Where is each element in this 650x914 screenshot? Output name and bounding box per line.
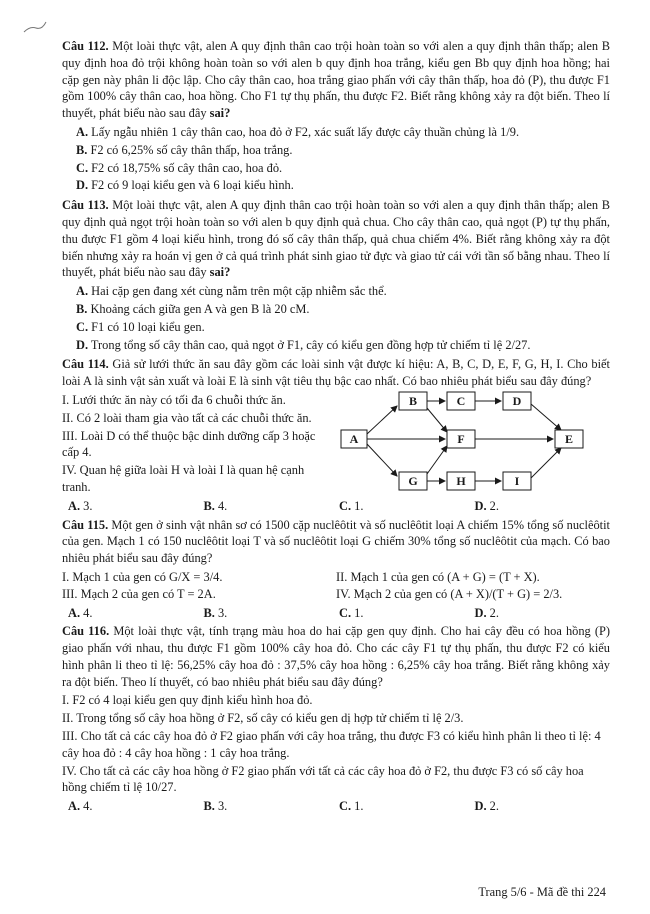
edge-a-g [367,444,397,476]
answer-key: C. [339,799,352,814]
statement-3: III. Cho tất cả các cây hoa đỏ ở F2 giao phấn với cây hoa trắng, thu được F3 có kiểu hình phân li theo tỉ lệ: 4 cây hoa đỏ : 4 cây hoa hồng : 1 cây hoa trắng. [62,729,601,760]
answer-text: 3. [83,498,93,513]
question-113 [62,197,610,281]
answer-text: 4. [83,605,93,620]
option-key: C. [76,160,89,175]
edge-d-e [531,404,561,430]
option-text: Hai cặp gen đang xét cùng nằm trên một cặp nhiễm sắc thể. [91,284,387,299]
food-web-diagram [339,388,605,500]
answer-key: B. [203,498,215,513]
statement-3: III. Loài D có thể thuộc bậc dinh dưỡng cấp 3 hoặc cấp 4. [62,428,316,460]
question-label: Câu 116. [62,624,110,639]
option-text: F2 có 6,25% số cây thân thấp, hoa trắng. [90,142,293,157]
statement-4: IV. Quan hệ giữa loài H và loài I là quan hệ cạnh tranh. [62,463,305,494]
question-116 [62,623,610,690]
option-key: B. [76,142,88,157]
option-c [76,319,610,336]
option-text: Khoảng cách giữa gen A và gen B là 20 cM. [90,301,310,316]
option-b [76,142,610,159]
option-text: F2 có 9 loại kiểu gen và 6 loại kiểu hình. [91,178,294,193]
question-text: Một loài thực vật, alen A quy định thân cao trội hoàn toàn so với alen a quy định thân thấp; alen B quy định quả ngọt trội hoàn toàn so với alen b quy định quả chua. Cho cây thân cao, quả ngọt (P) tự thụ phấn, thu được F1 gồm 4 loại kiểu hình, trong đó số cây thân thấp, quả chua chiếm 4%. Biết rằng không xảy ra đột biến nhưng xảy ra hoán vị gen ở cả quá trình phát sinh giao tử đực và giao tử cái với tần số bằng nhau. Theo lí thuyết, phát biểu nào sau đây [62,198,610,280]
answer-key: C. [339,498,352,513]
node-a: A [349,432,359,447]
answer-key: A. [68,498,81,513]
answer-key: B. [203,605,215,620]
node-g: G [408,474,418,489]
answer-text: 1. [354,605,364,620]
question-115 [62,517,610,567]
question-text: Một loài thực vật, tính trạng màu hoa do hai cặp gen quy định. Cho hai cây đều có hoa hồng (P) giao phấn với nhau, thu được F1 gồm 100% cây hoa đỏ. Cho các cây F1 tự thụ phấn, thu được F2 có kiểu hình phân li theo tỉ lệ: 56,25% cây hoa đỏ : 37,5% cây hoa hồng : 6,25% cây hoa trắng. Biết rằng không xảy ra đột biến. Theo lí thuyết, có bao nhiêu phát biểu sau đây đúng? [62,624,610,689]
answer-text: 2. [489,799,499,814]
statements-115-row2 [62,586,610,603]
option-key: B. [76,301,88,316]
question-emphasis: sai? [209,265,231,280]
statement-4: IV. Cho tất cả các cây hoa hồng ở F2 giao phấn với tất cả các cây hoa đỏ ở F2, thu được F3 có số cây hoa hồng chiếm tỉ lệ 10/27. [62,763,584,795]
option-key: D. [76,178,89,193]
question-114 [62,356,610,495]
node-h: H [456,474,466,489]
answer-text: 2. [489,498,499,513]
pen-mark [22,20,48,34]
statement-1: I. F2 có 4 loại kiểu gen quy định kiểu hình hoa đỏ. [62,693,313,708]
answers-115 [68,605,610,622]
option-b [76,301,610,318]
node-b: B [408,394,418,409]
page-footer: Trang 5/6 - Mã đề thi 224 [478,885,606,899]
question-label: Câu 115. [62,517,109,532]
answer-key: C. [339,605,352,620]
statement-1: I. Lưới thức ăn này có tối đa 6 chuỗi thức ăn. [62,392,286,407]
edge-g-f [427,446,447,474]
option-text: Lấy ngẫu nhiên 1 cây thân cao, hoa đỏ ở F2, xác suất lấy được cây thuần chủng là 1/9. [91,124,520,139]
answer-text: 1. [354,498,364,513]
option-a [76,283,610,300]
question-emphasis: sai? [209,106,231,121]
option-key: A. [76,124,89,139]
option-a [76,124,610,141]
node-d: D [512,394,522,409]
option-key: C. [76,319,89,334]
option-c [76,160,610,177]
statement-1: I. Mạch 1 của gen có G/X = 3/4. [62,569,223,584]
option-text: Trong tổng số cây thân cao, quả ngọt ở F1, cây có kiểu gen đồng hợp tử chiếm tỉ lệ 2/27. [90,337,531,352]
option-key: A. [76,284,89,299]
statements-115-row1 [62,569,610,586]
answer-text: 4. [83,799,93,814]
statement-2: II. Mạch 1 của gen có (A + G) = (T + X). [336,569,540,584]
statement-2: II. Trong tổng số cây hoa hồng ở F2, số cây có kiểu gen dị hợp tử chiếm tỉ lệ 2/3. [62,711,464,726]
answer-key: D. [474,605,487,620]
edge-b-f [427,408,447,432]
option-key: D. [76,337,89,352]
edge-i-e [531,448,561,478]
question-label: Câu 112. [62,39,109,53]
question-text: Một loài thực vật, alen A quy định thân cao trội hoàn toàn so với alen a quy định thân thấp; alen B quy định hoa đỏ trội không hoàn toàn so với alen b quy định hoa trắng, kiểu gen Bb quy định hoa hồng; hai cặp gen này phân li độc lập. Cho cây thân cao, hoa trắng giao phấn với cây thân thấp, hoa đỏ (P), thu được F1 gồm 100% cây thân cao, hoa hồng. Cho F1 tự thụ phấn, thu được F2. Biết rằng không xảy ra đột biến. Theo lí thuyết, phát biểu nào sau đây [62,39,610,121]
answers-116 [68,798,610,815]
question-112 [62,38,610,122]
answer-text: 4. [217,498,228,513]
option-d [76,337,610,354]
answer-text: 3. [217,799,228,814]
statement-4: IV. Mạch 2 của gen có (A + X)/(T + G) = 2/3. [336,586,563,601]
answer-key: D. [474,799,487,814]
question-text: Một gen ở sinh vật nhân sơ có 1500 cặp nuclêôtit và số nuclêôtit loại A chiếm 15% tổng số nuclêôtit của gen. Mạch 1 có 150 nuclêôtit loại T và số nuclêôtit loại G chiếm 30% tổng số nuclêôtit của mạch. Có bao nhiêu phát biểu sau đây đúng? [62,517,610,566]
option-text: F2 có 18,75% số cây thân cao, hoa đỏ. [91,160,283,175]
answer-key: B. [203,799,215,814]
answer-text: 2. [489,605,499,620]
statement-2: II. Có 2 loài tham gia vào tất cả các chuỗi thức ăn. [62,410,312,425]
answer-text: 1. [354,799,364,814]
exam-page [62,38,610,817]
question-label: Câu 114. [62,357,109,372]
node-f: F [457,432,465,447]
answer-key: A. [68,605,81,620]
node-i: I [514,474,520,489]
question-text: Giả sử lưới thức ăn sau đây gồm các loài sinh vật được kí hiệu: A, B, C, D, E, F, G, H, I. Cho biết loài A là sinh vật sản xuất và loài E là sinh vật tiêu thụ bậc cao nhất. Có bao nhiêu phát biểu sau đây đúng? [62,357,610,389]
node-e: E [564,432,574,447]
question-label: Câu 113. [62,198,109,213]
answer-key: A. [68,799,81,814]
statement-3: III. Mạch 2 của gen có T = 2A. [62,586,216,601]
node-c: C [456,394,466,409]
answer-text: 3. [217,605,228,620]
option-d [76,177,610,194]
option-text: F1 có 10 loại kiểu gen. [91,319,205,334]
answer-key: D. [474,498,487,513]
edge-a-b [367,406,397,434]
